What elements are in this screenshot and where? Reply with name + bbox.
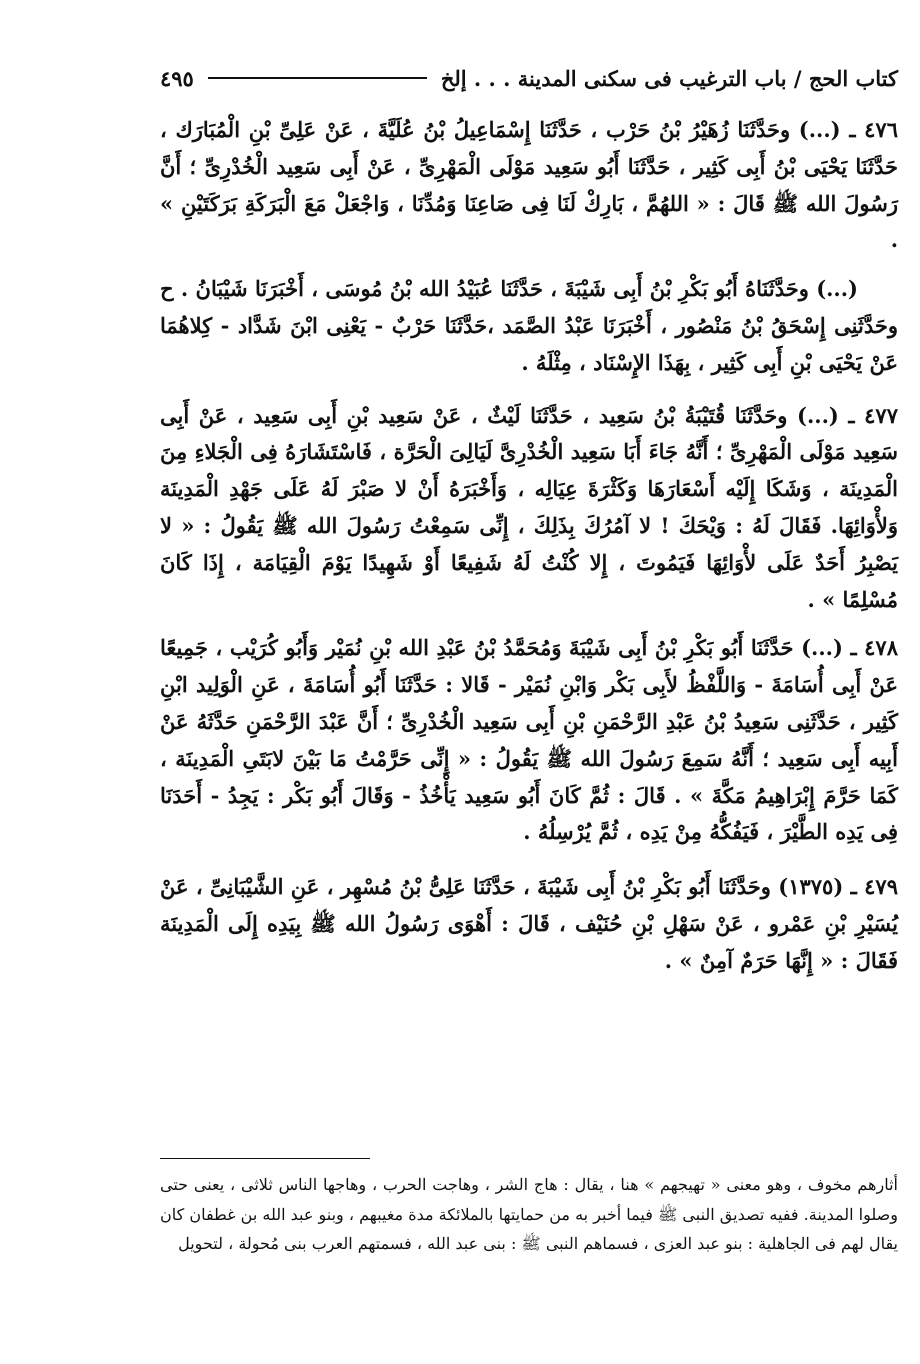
- main-text: [160, 112, 898, 980]
- hadith-text: (...) وحَدَّثَنَا قُتَيْبَةُ بْنُ سَعِيد ، حَدَّثَنَا لَيْثٌ ، عَنْ سَعِيد بْنِ أَبِى سَعِيد ، عَنْ أَبِى سَعِيد مَوْلَى الْمَهْرِىِّ ؛ أَنَّهُ جَاءَ أَبَا سَعِيد الْخُدْرِىَّ لَيَالِىَ الْحَرَّة ، فَاسْتَشَارَهُ فِى الْجَلاءِ مِنَ الْمَدِينَة ، وَشَكَا إِلَيْه أَسْعَارَهَا وَكَثْرَةَ عِيَالِه ، وَأَخْبَرَهُ أَنْ لا صَبْرَ لَهُ عَلَى جَهْدِ الْمَدِينَة وَلأْوَائِهَا. فَقَالَ لَهُ : وَيْحَكَ ! لا آمُرُكَ بِذَلِكَ ، إِنِّى سَمِعْتُ رَسُولَ الله ﷺ يَقُولُ : « لا يَصْبِرُ أَحَدٌ عَلَى لأْوَائِهَا فَيَمُوتَ ، إِلا كُنْتُ لَهُ شَفِيعًا أَوْ شَهِيدًا يَوْمَ الْقِيَامَة ، إِذَا كَانَ مُسْلِمًا » .: [160, 402, 898, 612]
- hadith-number: ٤٧٩: [864, 874, 898, 900]
- footnote-text: أثارهم مخوف ، وهو معنى « تهيجهم » هنا ، يقال : هاج الشر ، وهاجت الحرب ، وهاجها الناس ثلاثى ، يعنى حتى وصلوا المدينة. ففيه تصديق النبى ﷺ فيما أخبر به من حمايتها بالملائكة مدة مغيبهم ، وبنو عبد الله بن غطفان كان يقال لهم فى الجاهلية : بنو عبد العزى ، فسماهم النبى ﷺ : بنى عبد الله ، فسمتهم العرب بنى مُحولة ، لتحويل: [160, 1175, 898, 1253]
- hadith-text: (...) حَدَّثَنَا أَبُو بَكْرِ بْنُ أَبِى شَيْبَةَ وَمُحَمَّدُ بْنُ عَبْدِ الله بْنِ نُمَيْر وَأَبُو كُرَيْب ، جَمِيعًا عَنْ أَبِى أُسَامَةَ - وَاللَّفْظُ لأَبِى بَكْر وَابْنِ نُمَيْر - قَالا : حَدَّثَنَا أَبُو أُسَامَةَ ، عَنِ الْوَلِيد ابْنِ كَثِير ، حَدَّثَنِى سَعِيدُ بْنُ عَبْدِ الرَّحْمَنِ بْنِ أَبِى سَعِيد الْخُدْرِىِّ ؛ أَنَّ عَبْدَ الرَّحْمَنِ حَدَّثَهُ عَنْ أَبِيه أَبِى سَعِيد ؛ أَنَّهُ سَمِعَ رَسُولَ الله ﷺ يَقُولُ : « إِنِّى حَرَّمْتُ مَا بَيْنَ لابَتَىِ الْمَدِينَة ، كَمَا حَرَّمَ إِبْرَاهِيمُ مَكَّةَ » . قَالَ : ثُمَّ كَانَ أَبُو سَعِيد يَأْخُذُ - وَقَالَ أَبُو بَكْر : يَجِدُ - أَحَدَنَا فِى يَدِه الطَّيْرَ ، فَيَفُكُّهُ مِنْ يَدِه ، ثُمَّ يُرْسِلُهُ .: [160, 635, 898, 845]
- hadith-479: ٤٧٩ ـ (١٣٧٥) وحَدَّثَنَا أَبُو بَكْرِ بْنُ أَبِى شَيْبَةَ ، حَدَّثَنَا عَلِىُّ بْنُ مُسْهِر ، عَنِ الشَّيْبَانِىِّ ، عَنْ يُسَيْرِ بْنِ عَمْرو ، عَنْ سَهْلِ بْنِ حُنَيْف ، قَالَ : أَهْوَى رَسُولُ الله ﷺ بِيَدِه إِلَى الْمَدِينَة فَقَالَ : « إِنَّهَا حَرَمٌ آمِنٌ » .: [160, 874, 898, 973]
- hadith-478: ٤٧٨ ـ (...) حَدَّثَنَا أَبُو بَكْرِ بْنُ أَبِى شَيْبَةَ وَمُحَمَّدُ بْنُ عَبْدِ الله بْنِ نُمَيْر وَأَبُو كُرَيْب ، جَمِيعًا عَنْ أَبِى أُسَامَةَ - وَاللَّفْظُ لأَبِى بَكْر وَابْنِ نُمَيْر - قَالا : حَدَّثَنَا أَبُو أُسَامَةَ ، عَنِ الْوَلِيد ابْنِ كَثِير ، حَدَّثَنِى سَعِيدُ بْنُ عَبْدِ الرَّحْمَنِ بْنِ أَبِى سَعِيد الْخُدْرِىِّ ؛ أَنَّ عَبْدَ الرَّحْمَنِ حَدَّثَهُ عَنْ أَبِيه أَبِى سَعِيد ؛ أَنَّهُ سَمِعَ رَسُولَ الله ﷺ يَقُولُ : « إِنِّى حَرَّمْتُ مَا بَيْنَ لابَتَىِ الْمَدِينَة ، كَمَا حَرَّمَ إِبْرَاهِيمُ مَكَّةَ » . قَالَ : ثُمَّ كَانَ أَبُو سَعِيد يَأْخُذُ - وَقَالَ أَبُو بَكْر : يَجِدُ - أَحَدَنَا فِى يَدِه الطَّيْرَ ، فَيَفُكُّهُ مِنْ يَدِه ، ثُمَّ يُرْسِلُهُ .: [160, 635, 898, 845]
- hadith-number: ٤٧٧: [864, 402, 898, 428]
- hadith-number: ٤٧٨: [864, 635, 898, 661]
- hadith-477: ٤٧٧ ـ (...) وحَدَّثَنَا قُتَيْبَةُ بْنُ سَعِيد ، حَدَّثَنَا لَيْثٌ ، عَنْ سَعِيد بْنِ أَبِى سَعِيد ، عَنْ أَبِى سَعِيد مَوْلَى الْمَهْرِىِّ ؛ أَنَّهُ جَاءَ أَبَا سَعِيد الْخُدْرِىَّ لَيَالِىَ الْحَرَّة ، فَاسْتَشَارَهُ فِى الْجَلاءِ مِنَ الْمَدِينَة ، وَشَكَا إِلَيْه أَسْعَارَهَا وَكَثْرَةَ عِيَالِه ، وَأَخْبَرَهُ أَنْ لا صَبْرَ لَهُ عَلَى جَهْدِ الْمَدِينَة وَلأْوَائِهَا. فَقَالَ لَهُ : وَيْحَكَ ! لا آمُرُكَ بِذَلِكَ ، إِنِّى سَمِعْتُ رَسُولَ الله ﷺ يَقُولُ : « لا يَصْبِرُ أَحَدٌ عَلَى لأْوَائِهَا فَيَمُوتَ ، إِلا كُنْتُ لَهُ شَفِيعًا أَوْ شَهِيدًا يَوْمَ الْقِيَامَة ، إِذَا كَانَ مُسْلِمًا » .: [160, 402, 898, 612]
- footnotes: [160, 1170, 898, 1259]
- hadith-476: ٤٧٦ ـ (...) وحَدَّثَنَا زُهَيْرُ بْنُ حَرْب ، حَدَّثَنَا إِسْمَاعِيلُ بْنُ عُلَيَّةَ ، عَنْ عَلِىِّ بْنِ الْمُبَارَك ، حَدَّثَنَا يَحْيَى بْنُ أَبِى كَثِير ، حَدَّثَنَا أَبُو سَعِيد مَوْلَى الْمَهْرِىِّ ، عَنْ أَبِى سَعِيد الْخُدْرِىِّ ؛ أَنَّ رَسُولَ الله ﷺ قَالَ : « اللهُمَّ ، بَارِكْ لَنَا فِى صَاعِنَا وَمُدِّنَا ، وَاجْعَلْ مَعَ الْبَرَكَةِ بَرَكَتَيْنِ » .: [160, 117, 898, 253]
- page-number: ٤٩٥: [160, 65, 194, 91]
- hadith-number: ٤٧٦: [864, 117, 898, 142]
- footnote-divider: [160, 1158, 370, 1159]
- hadith-476-variant: [160, 271, 898, 381]
- hadith-text: (١٣٧٥) وحَدَّثَنَا أَبُو بَكْرِ بْنُ أَبِى شَيْبَةَ ، حَدَّثَنَا عَلِىُّ بْنُ مُسْهِر ، عَنِ الشَّيْبَانِىِّ ، عَنْ يُسَيْرِ بْنِ عَمْرو ، عَنْ سَهْلِ بْنِ حُنَيْف ، قَالَ : أَهْوَى رَسُولُ الله ﷺ بِيَدِه إِلَى الْمَدِينَة فَقَالَ : « إِنَّهَا حَرَمٌ آمِنٌ » .: [160, 874, 898, 973]
- running-title: كتاب الحج / باب الترغيب فى سكنى المدينة . . . إلخ: [440, 65, 898, 91]
- hadith-text: (...) وحَدَّثَنَاهُ أَبُو بَكْرِ بْنُ أَبِى شَيْبَةَ ، حَدَّثَنَا عُبَيْدُ الله بْنُ مُوسَى ، أَخْبَرَنَا شَيْبَانُ . ح وحَدَّثَنِى إِسْحَقُ بْنُ مَنْصُور ، أَخْبَرَنَا عَبْدُ الصَّمَد ،حَدَّثَنَا حَرْبٌ - يَعْنِى ابْنَ شَدَّاد - كِلاهُمَا عَنْ يَحْيَى بْنِ أَبِى كَثِير ، بِهَذَا الإِسْنَاد ، مِثْلَهُ .: [160, 276, 898, 375]
- header-rule: [208, 77, 427, 79]
- page-header: [160, 58, 898, 98]
- hadith-text: (...) وحَدَّثَنَا زُهَيْرُ بْنُ حَرْب ، حَدَّثَنَا إِسْمَاعِيلُ بْنُ عُلَيَّةَ ، عَنْ عَلِىِّ بْنِ الْمُبَارَك ، حَدَّثَنَا يَحْيَى بْنُ أَبِى كَثِير ، حَدَّثَنَا أَبُو سَعِيد مَوْلَى الْمَهْرِىِّ ، عَنْ أَبِى سَعِيد الْخُدْرِىِّ ؛ أَنَّ رَسُولَ الله ﷺ قَالَ : « اللهُمَّ ، بَارِكْ لَنَا فِى صَاعِنَا وَمُدِّنَا ، وَاجْعَلْ مَعَ الْبَرَكَةِ بَرَكَتَيْنِ » .: [160, 117, 898, 253]
